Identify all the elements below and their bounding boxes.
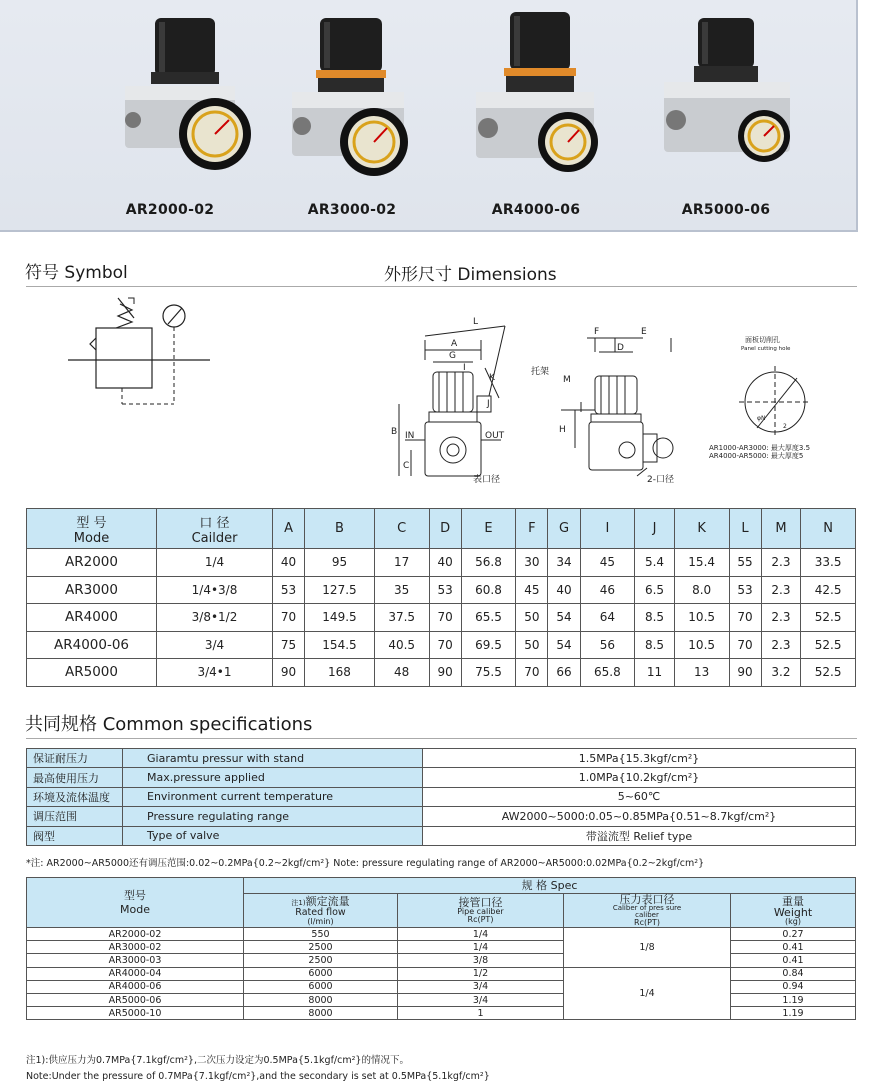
product-image-ar5000 [636,8,816,198]
spec-name-cn: 调压范围 [27,807,123,826]
symbol-diagram [60,296,220,420]
gauge-cell: 1/4 [564,967,731,1020]
gauge-cell: 1/8 [564,928,731,968]
pipe-cell: 3/8 [398,954,564,967]
caliber-cell: 1/4 [157,549,273,577]
table-row [27,749,856,768]
dimension-cell: 13 [674,659,729,687]
product-name: AR2000-02 [125,202,215,218]
spec-name-cn: 最高使用压力 [27,768,123,787]
col-header-e: E [461,509,516,549]
dimension-cell: 90 [729,659,761,687]
dim-label-b: B [391,427,398,437]
caliber-cell: 1/4•3/8 [157,576,273,604]
dimension-cell: 90 [429,659,461,687]
dimension-cell: 65.8 [580,659,635,687]
col-header-model: 型 号 Mode [27,509,157,549]
col-header-j: J [635,509,675,549]
dimension-cell: 10.5 [674,604,729,632]
panel-note-1: AR1000-AR3000: 最大厚度3.5 [709,444,811,452]
table-row [27,941,856,954]
dimension-cell: 2.3 [761,576,801,604]
caliber-cell: 3/4 [157,631,273,659]
table-row [27,576,856,604]
dimension-cell: 37.5 [374,604,429,632]
col-header-pipe: 接管口径 Pipe caliber Rc(PT) [398,894,564,928]
col-header-caliber: 口 径 Cailder [157,509,273,549]
dim-label-m: M [563,375,571,385]
dimension-cell: 15.4 [674,549,729,577]
spec-name-cn: 环境及流体温度 [27,787,123,806]
caliber-cell: 3/4•1 [157,659,273,687]
dimension-cell: 40 [548,576,580,604]
dimension-cell: 6.5 [635,576,675,604]
dimension-cell: 70 [729,604,761,632]
table-row [27,768,856,787]
spec-name-cn: 阀型 [27,826,123,845]
pipe-cell: 3/4 [398,993,564,1006]
dim-label-h: H [559,425,566,435]
model-cell: AR5000-06 [27,993,244,1006]
dimension-cell: 5.4 [635,549,675,577]
dimension-cell: 3.2 [761,659,801,687]
flow-cell: 2500 [244,941,398,954]
table-row [27,659,856,687]
dimension-cell: 154.5 [305,631,375,659]
dimension-cell: 2.3 [761,631,801,659]
dimensions-title: 外形尺寸 Dimensions [384,265,557,285]
dimension-cell: 53 [429,576,461,604]
dimension-cell: 2.3 [761,549,801,577]
dimension-cell: 60.8 [461,576,516,604]
col-header-weight: 重量 Weight (kg) [731,894,856,928]
common-spec-table [26,748,856,846]
pressure-range-note: *注: AR2000~AR5000还有调压范围:0.02~0.2MPa{0.2~2kgf/cm²} Note: pressure regulating range of AR2000~AR5000:0.02MPa{0.2~2kgf/cm²} [26,858,705,869]
dimension-cell: 50 [516,631,548,659]
product-name: AR4000-06 [491,202,581,218]
dimension-cell: 75.5 [461,659,516,687]
dimension-cell: 65.5 [461,604,516,632]
flow-cell: 550 [244,928,398,941]
dimension-cell: 69.5 [461,631,516,659]
spec-name-en: Environment current temperature [123,787,423,806]
dimension-cell: 70 [429,604,461,632]
dim-label-in: IN [405,431,415,441]
table-row [27,787,856,806]
weight-cell: 1.19 [731,993,856,1006]
dimension-cell: 48 [374,659,429,687]
dimension-cell: 64 [580,604,635,632]
col-header-a: A [273,509,305,549]
spec-name-en: Pressure regulating range [123,807,423,826]
dimension-cell: 40.5 [374,631,429,659]
dimension-cell: 75 [273,631,305,659]
dim-label-bracket: 托架 [531,367,550,377]
col-header-k: K [674,509,729,549]
panel-label-2: 2 [783,423,787,430]
flow-cell: 6000 [244,980,398,993]
dimension-cell: 45 [580,549,635,577]
table-row [27,980,856,993]
panel-title-en: Panel cutting hole [741,346,791,352]
model-cell: AR5000-10 [27,1007,244,1020]
flow-cell: 6000 [244,967,398,980]
model-cell: AR2000-02 [27,928,244,941]
table-row [27,954,856,967]
model-cell: AR4000-06 [27,631,157,659]
spec-name-en: Giaramtu pressur with stand [123,749,423,768]
model-cell: AR3000-03 [27,954,244,967]
dim-label-g: G [449,351,456,361]
table-row [27,631,856,659]
weight-cell: 0.41 [731,941,856,954]
dim-label-gauge-port: 表口径 [473,475,501,485]
spec-name-en: Type of valve [123,826,423,845]
dim-label-port2: 2-口径 [647,475,674,485]
panel-title-cn: 面板切削孔 [745,336,780,344]
dimension-cell: 2.3 [761,604,801,632]
dimension-cell: 70 [516,659,548,687]
table-row [27,549,856,577]
dimension-cell: 46 [580,576,635,604]
dimension-cell: 42.5 [801,576,856,604]
col-header-n: N [801,509,856,549]
flow-cell: 8000 [244,1007,398,1020]
spec-value: 1.0MPa{10.2kgf/cm²} [423,768,856,787]
spec-value: 5~60℃ [423,787,856,806]
dimension-cell: 40 [429,549,461,577]
section-divider [26,738,857,739]
dimension-cell: 33.5 [801,549,856,577]
panel-label-d: φN [757,415,766,422]
panel-note-2: AR4000-AR5000: 最大厚度5 [709,452,804,460]
dimension-cell: 53 [273,576,305,604]
dimension-cell: 17 [374,549,429,577]
pipe-cell: 3/4 [398,980,564,993]
dimension-cell: 8.5 [635,631,675,659]
dimension-cell: 8.0 [674,576,729,604]
dimension-cell: 30 [516,549,548,577]
product-image-ar3000 [262,8,442,198]
dimension-cell: 52.5 [801,631,856,659]
dimension-cell: 56.8 [461,549,516,577]
spec-value: AW2000~5000:0.05~0.85MPa{0.51~8.7kgf/cm²} [423,807,856,826]
dimension-cell: 8.5 [635,604,675,632]
flow-note-en: Note:Under the pressure of 0.7MPa{7.1kgf/cm²},and the secondary is set at 0.5MPa{5.1kgf/cm²} [26,1071,490,1082]
dimension-cell: 45 [516,576,548,604]
dimension-cell: 70 [429,631,461,659]
weight-cell: 0.27 [731,928,856,941]
weight-cell: 0.41 [731,954,856,967]
col-header-model: 型号 Mode [27,878,244,928]
spec-value: 带溢流型 Relief type [423,826,856,845]
table-row [27,1007,856,1020]
model-cell: AR2000 [27,549,157,577]
table-row [27,826,856,845]
dim-label-i: I [463,363,466,373]
flow-note-cn: 注1):供应压力为0.7MPa{7.1kgf/cm²},二次压力设定为0.5MPa{5.1kgf/cm²}的情况下。 [26,1055,409,1066]
dimension-cell: 50 [516,604,548,632]
col-header-flow: 注1)额定流量 Rated flow (l/min) [244,894,398,928]
dimension-cell: 90 [273,659,305,687]
model-cell: AR4000-04 [27,967,244,980]
product-image-ar4000 [446,8,626,198]
dim-label-a: A [451,339,458,349]
dimension-cell: 40 [273,549,305,577]
dimension-cell: 10.5 [674,631,729,659]
dimension-cell: 66 [548,659,580,687]
dim-label-j: J [487,399,490,409]
spec-value: 1.5MPa{15.3kgf/cm²} [423,749,856,768]
dimensions-table [26,508,856,687]
product-image-ar2000 [95,8,275,198]
dimension-cell: 168 [305,659,375,687]
product-banner [0,0,858,232]
model-cell: AR3000-02 [27,941,244,954]
symbol-title: 符号 Symbol [25,263,128,283]
col-header-f: F [516,509,548,549]
dim-label-f: F [594,327,600,337]
dimension-cell: 149.5 [305,604,375,632]
dimension-cell: 127.5 [305,576,375,604]
dimension-cell: 52.5 [801,604,856,632]
dimension-cell: 55 [729,549,761,577]
pipe-cell: 1/4 [398,941,564,954]
dim-label-out: OUT [485,431,505,441]
weight-cell: 0.94 [731,980,856,993]
model-cell: AR4000-06 [27,980,244,993]
dimension-cell: 34 [548,549,580,577]
col-header-d: D [429,509,461,549]
col-header-i: I [580,509,635,549]
col-header-m: M [761,509,801,549]
table-row [27,967,856,980]
dim-label-d: D [617,343,624,353]
dimension-cell: 95 [305,549,375,577]
model-cell: AR5000 [27,659,157,687]
dimension-cell: 35 [374,576,429,604]
caliber-cell: 3/8•1/2 [157,604,273,632]
model-cell: AR3000 [27,576,157,604]
product-name: AR5000-06 [681,202,771,218]
dimension-cell: 70 [273,604,305,632]
pipe-cell: 1/2 [398,967,564,980]
dimension-cell: 54 [548,604,580,632]
flow-cell: 8000 [244,993,398,1006]
flow-spec-table [26,877,856,1020]
col-header-g: G [548,509,580,549]
model-cell: AR4000 [27,604,157,632]
spec-header: 规 格 Spec [244,878,856,894]
dimension-cell: 56 [580,631,635,659]
dimension-cell: 70 [729,631,761,659]
common-spec-title: 共同规格 Common specifications [25,714,313,735]
pipe-cell: 1/4 [398,928,564,941]
dim-label-l: L [473,317,479,327]
col-header-b: B [305,509,375,549]
dimension-cell: 54 [548,631,580,659]
dim-label-e: E [641,327,647,337]
col-header-gauge: 压力表口径 Caliber of pres sure caliber Rc(PT) [564,894,731,928]
section-divider [26,286,857,287]
spec-name-en: Max.pressure applied [123,768,423,787]
table-row [27,993,856,1006]
dim-label-c: C [403,461,410,471]
dimension-cell: 53 [729,576,761,604]
col-header-l: L [729,509,761,549]
flow-cell: 2500 [244,954,398,967]
weight-cell: 1.19 [731,1007,856,1020]
dimension-cell: 11 [635,659,675,687]
dimension-cell: 52.5 [801,659,856,687]
weight-cell: 0.84 [731,967,856,980]
product-name: AR3000-02 [307,202,397,218]
dim-label-k: K [489,373,495,383]
table-row [27,604,856,632]
col-header-c: C [374,509,429,549]
spec-name-cn: 保证耐压力 [27,749,123,768]
table-row [27,928,856,941]
table-row [27,807,856,826]
dim-table-header [27,509,856,549]
dimension-drawings [385,300,865,496]
pipe-cell: 1 [398,1007,564,1020]
